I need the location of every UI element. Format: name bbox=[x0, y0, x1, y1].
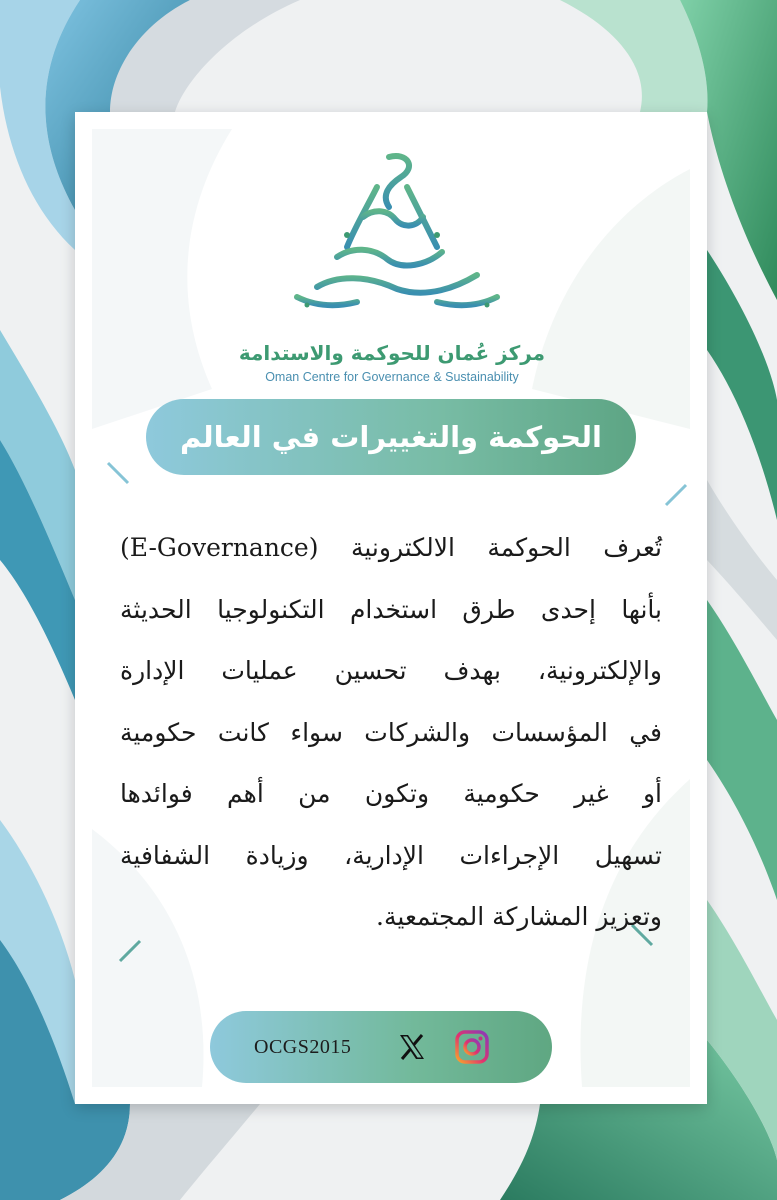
social-bar bbox=[210, 1011, 552, 1083]
logo-english-name: Oman Centre for Governance & Sustainability bbox=[265, 370, 519, 384]
body-line: والإلكترونية، بهدف تحسين عمليات الإدارة bbox=[120, 656, 662, 685]
instagram-icon[interactable] bbox=[454, 1029, 490, 1065]
body-paragraph bbox=[120, 517, 662, 948]
body-line: أو غير حكومية وتكون من أهم فوائدها bbox=[120, 779, 662, 808]
decorative-dash-right-top bbox=[662, 481, 690, 511]
body-line: تُعرف الحوكمة الالكترونية (E-Governance) bbox=[120, 533, 662, 562]
calligraphy-logo bbox=[277, 147, 517, 317]
decorative-dash-left-top bbox=[104, 459, 134, 489]
social-handle[interactable]: OCGS2015 bbox=[254, 1036, 352, 1058]
content-card bbox=[75, 112, 707, 1104]
body-line: في المؤسسات والشركات سواء كانت حكومية bbox=[120, 717, 662, 747]
body-line: وتعزيز المشاركة المجتمعية. bbox=[376, 902, 662, 931]
x-icon[interactable] bbox=[396, 1031, 428, 1063]
body-line: بأنها إحدى طرق استخدام التكنولوجيا الحديثة bbox=[120, 594, 662, 624]
title-text: الحوكمة والتغييرات في العالم bbox=[179, 420, 602, 454]
body-line: تسهيل الإجراءات الإدارية، وزيادة الشفافية bbox=[120, 840, 662, 870]
title-banner bbox=[146, 399, 636, 475]
logo-arabic-name: مركز عُمان للحوكمة والاستدامة bbox=[238, 341, 546, 365]
card-inner bbox=[92, 129, 690, 1087]
